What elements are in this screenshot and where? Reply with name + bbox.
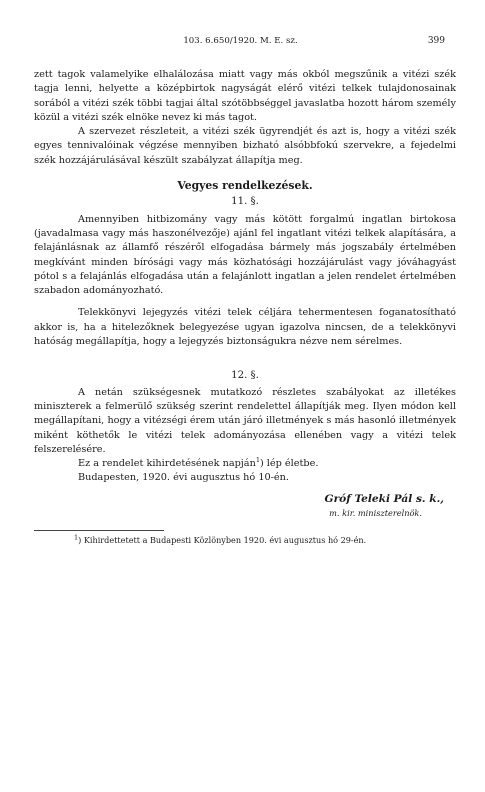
organization-paragraph: A szervezet részleteit, a vitézi szék ügyrendjét és azt is, hogy a vitézi szék egyes tennivalóinak végzése mennyiben bizható alsóbbfokú szervekre, a fejedelmi szék hozzájárulásával készült szabályzat állapítja meg.	[34, 126, 456, 166]
section-11-paragraph-1: Amennyiben hitbizomány vagy más kötött forgalmú ingatlan birtokosa (javadalmasa vagy más haszonélvezője) ajánl fel ingatlant vitézi telkek alapítására, a felajánlásnak az államfő részéről elfogadása bármely más jogszabály értelmében megkívánt minden bírósági vagy más közhatósági hozzájárulást vagy jóváhagyást pótol s a felajánlás elfogadása után a felajánlott ingatlan a jelen rendelet értelmében szabadon adományozható.	[34, 213, 456, 297]
page-number: 399	[427, 36, 445, 46]
effective-date-text: Ez a rendelet kihirdetésének napján	[78, 458, 256, 470]
section-11-paragraph-2: Telekkönyvi lejegyzés vitézi telek céljára tehermentesen foganatosítható akkor is, ha a hitelezőknek belegyezése ugyan igazolva nincsen, de a telekkönyvi hatóság megállapítja, hogy a lejegyzés biztonságukra nézve nem sérelmes.	[34, 307, 456, 348]
signatory-name: Gróf Teleki Pál s. k.,	[324, 492, 444, 505]
signature-block	[34, 492, 456, 521]
section-12-heading: 12. §.	[231, 370, 259, 382]
effective-date-paragraph	[34, 457, 456, 471]
footnote-divider	[34, 530, 164, 531]
signatory-title: m. kir. miniszterelnök.	[329, 508, 422, 519]
footnote-mark: 1	[74, 533, 79, 542]
page-body	[34, 68, 456, 546]
effective-date-end: ) lép életbe.	[259, 458, 319, 470]
place-and-date: Budapesten, 1920. évi augusztus hó 10-én.	[78, 472, 289, 484]
footnote	[34, 535, 456, 546]
footnote-reference: 1	[255, 455, 260, 464]
document-reference: 103. 6.650/1920. M. E. sz.	[183, 36, 298, 46]
footnote-text: ) Kihirdettetett a Budapesti Közlönyben 1920. évi augusztus hó 29-én.	[78, 535, 367, 546]
continued-paragraph: zett tagok valamelyike elhalálozása miatt vagy más okból megszűnik a vitézi szék tagja lenni, helyette a középbirtok nagyságát elérő vitézi telkek tulajdonosainak sorából a vitézi szék többi tagjai által szótöbbséggel javaslatba hozott három személy közül a vitézi szék elnöke nevez ki más tagot.	[34, 69, 456, 123]
section-title: Vegyes rendelkezések.	[177, 179, 313, 193]
section-12-paragraph-1: A netán szükségesnek mutatkozó részletes szabályokat az illetékes miniszterek a felmerülő szükség szerint rendelettel állapítják meg. Ilyen módon kell megállapítani, hogy a vitézségi érem után járó illetmények s más hasonló illetmények miként köthetők le vitézi telek adományozása ellenében vagy a vitézi telek felszerelésére.	[34, 386, 456, 455]
page-header	[36, 36, 445, 50]
section-11-heading: 11. §.	[231, 196, 259, 208]
